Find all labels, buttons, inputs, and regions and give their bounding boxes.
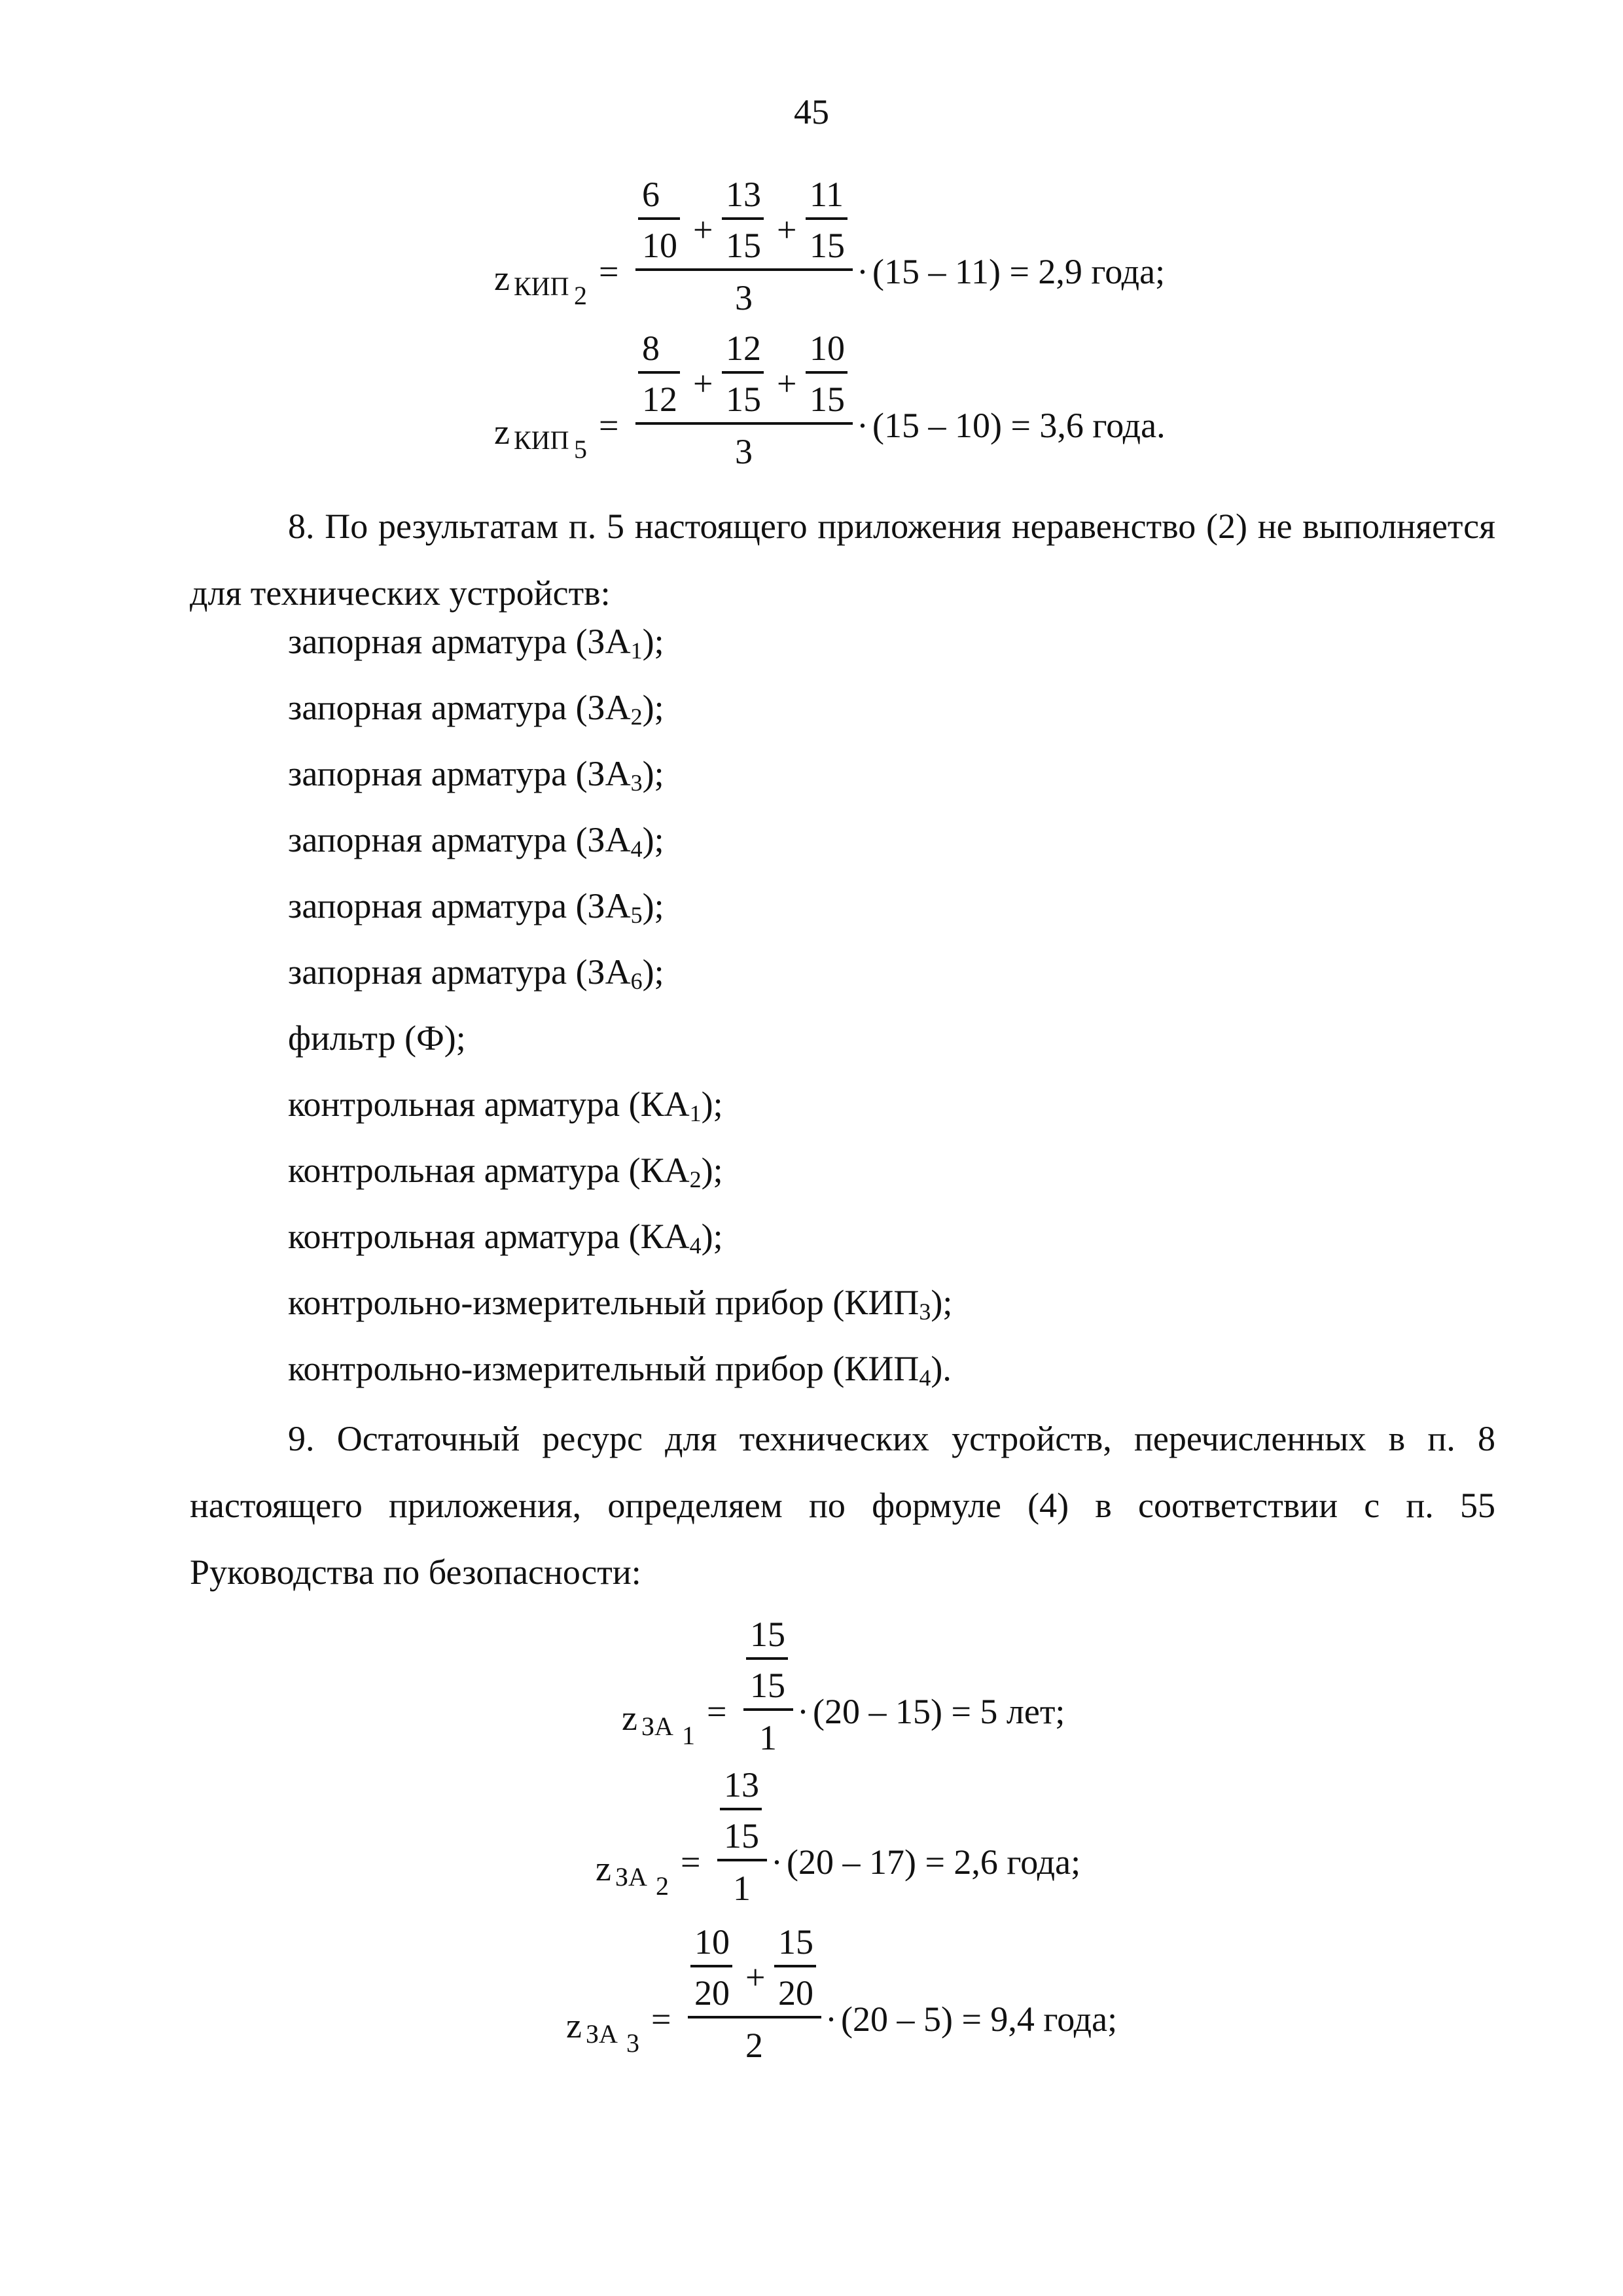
formula-z-za3 [566, 1924, 1286, 2094]
formula-subscript: ЗА [586, 2019, 618, 2049]
list-item: фильтр (Ф); [288, 1018, 466, 1058]
main-denominator: 2 [745, 2026, 763, 2065]
inner-numerator: 12 [726, 329, 761, 368]
formula-subscript: ЗА [641, 1712, 673, 1741]
equals-sign: = [681, 1842, 701, 1882]
inner-denominator: 15 [724, 1816, 759, 1856]
main-denominator: 1 [733, 1869, 751, 1908]
fraction-bar [743, 1708, 793, 1711]
formula-z-za2 [596, 1767, 1315, 1937]
device-list [288, 609, 952, 1402]
inner-denominator: 15 [810, 226, 845, 265]
fraction-bar [806, 371, 847, 374]
formula-subscript-index: 1 [682, 1721, 695, 1750]
fraction-bar [688, 2016, 821, 2018]
formula-variable: z [596, 1849, 611, 1888]
inner-numerator: 13 [726, 175, 761, 214]
fraction-bar [635, 268, 853, 271]
formula-subscript: КИП [514, 272, 569, 301]
plus-sign: + [777, 364, 797, 403]
plus-sign: + [777, 210, 797, 249]
formula-z-kip2 [494, 177, 1214, 347]
page-number: 45 [794, 92, 829, 132]
fraction-bar [806, 217, 847, 220]
formula-variable: z [494, 412, 510, 452]
formula-subscript-index: 2 [656, 1871, 669, 1901]
list-item: запорная арматура $(ЗА_6)$; [288, 952, 664, 994]
formula-subscript-index: 5 [574, 435, 587, 464]
formula-z-za1 [622, 1617, 1342, 1787]
formula-subscript-index: 3 [626, 2028, 639, 2058]
inner-numerator: 10 [694, 1922, 730, 1962]
inner-denominator: 15 [726, 380, 761, 419]
list-item: контрольная арматура $(КА_2)$; [288, 1151, 723, 1193]
inner-denominator: 12 [642, 380, 677, 419]
inner-denominator: 15 [726, 226, 761, 265]
fraction-bar [717, 1859, 767, 1861]
inner-numerator: 13 [724, 1765, 759, 1804]
multiply-dot: · [857, 252, 868, 291]
formula-variable: z [494, 259, 510, 298]
formula-variable: z [622, 1698, 637, 1738]
fraction-bar [746, 1657, 788, 1660]
plus-sign: + [745, 1958, 766, 1997]
list-item: запорная арматура $(ЗА_4)$; [288, 820, 664, 862]
formula-variable: z [566, 2006, 582, 2045]
inner-numerator: 15 [750, 1615, 785, 1654]
formula-subscript: ЗА [615, 1862, 647, 1892]
list-item: контрольно-измерительный прибор $(КИП_4)$. [288, 1349, 952, 1391]
list-item: запорная арматура $(ЗА_3)$; [288, 754, 664, 796]
multiply-dot: · [857, 406, 868, 445]
equals-sign: = [599, 252, 619, 291]
inner-numerator: 11 [810, 175, 844, 214]
fraction-bar [774, 1965, 816, 1967]
list-item: запорная арматура $(ЗА_1)$; [288, 622, 664, 664]
inner-denominator: 20 [694, 1973, 730, 2013]
inner-numerator: 15 [778, 1922, 813, 1962]
formula-subscript: КИП [514, 425, 569, 455]
equals-sign: = [707, 1692, 727, 1731]
inner-numerator: 6 [642, 175, 660, 214]
paragraph-8: 8. По результатам п. 5 настоящего приложения неравенство (2) не выполняется для технических устройств: [190, 507, 1495, 613]
inner-numerator: 8 [642, 329, 660, 368]
formula-result: (15 – 10) = 3,6 года. [872, 406, 1166, 445]
equals-sign: = [651, 2000, 671, 2039]
plus-sign: + [693, 210, 713, 249]
inner-numerator: 10 [810, 329, 845, 368]
multiply-dot: · [797, 1692, 809, 1731]
plus-sign: + [693, 364, 713, 403]
inner-denominator: 20 [778, 1973, 813, 2013]
list-item: контрольная арматура $(КА_1)$; [288, 1085, 723, 1126]
fraction-bar [722, 371, 764, 374]
inner-denominator: 10 [642, 226, 677, 265]
formula-subscript-index: 2 [574, 281, 587, 310]
multiply-dot: · [825, 2000, 837, 2039]
fraction-bar [638, 371, 680, 374]
main-denominator: 1 [759, 1718, 777, 1757]
multiply-dot: · [771, 1842, 783, 1882]
inner-denominator: 15 [810, 380, 845, 419]
paragraph-9: 9. Остаточный ресурс для технических устройств, перечисленных в п. 8 настоящего приложения, определяем по формуле (4) в соответствии с п. 55 Руководства по безопасности: [190, 1419, 1495, 1592]
list-item: запорная арматура $(ЗА_2)$; [288, 688, 664, 730]
fraction-bar [722, 217, 764, 220]
list-item: контрольно-измерительный прибор $(КИП_3)$; [288, 1283, 953, 1325]
fraction-bar [690, 1965, 732, 1967]
formula-result: (20 – 15) = 5 лет; [813, 1692, 1065, 1731]
formula-result: (20 – 5) = 9,4 года; [841, 2000, 1118, 2039]
equals-sign: = [599, 406, 619, 445]
fraction-bar [638, 217, 680, 220]
list-item: запорная арматура $(ЗА_5)$; [288, 886, 664, 928]
list-item: контрольная арматура $(КА_4)$; [288, 1217, 723, 1259]
formula-z-kip5 [494, 331, 1214, 501]
fraction-bar [635, 422, 853, 425]
inner-denominator: 15 [750, 1666, 785, 1705]
main-denominator: 3 [735, 278, 753, 317]
fraction-bar [720, 1808, 762, 1810]
main-denominator: 3 [735, 432, 753, 471]
formula-result: (20 – 17) = 2,6 года; [787, 1842, 1081, 1882]
formula-result: (15 – 11) = 2,9 года; [872, 252, 1166, 291]
